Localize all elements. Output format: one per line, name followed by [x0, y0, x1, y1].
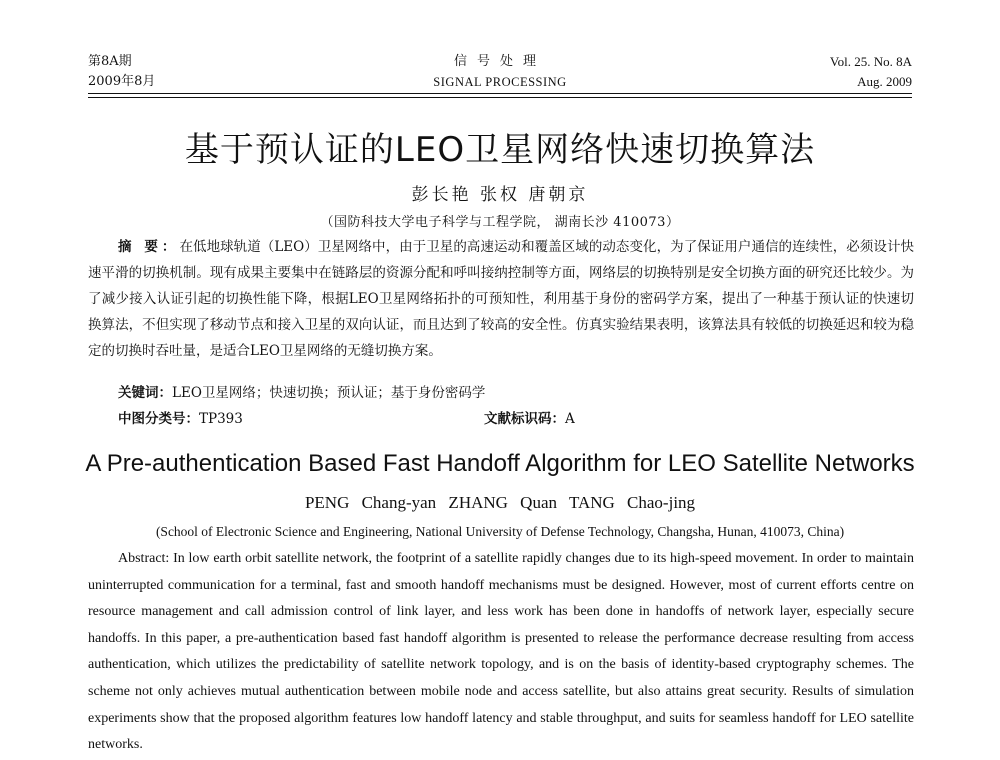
- abstract-text-en: In low earth orbit satellite network, the footprint of a satellite rapidly changes due to its high-speed movement. In order to maintain uninterrupted communication for a terminal, fast and smooth handoff mechanisms must be designed. However, most of current efforts centre on resource management and call admission control of link layer, and less work has been done in handoffs of network layer, especially secure handoffs. In this paper, a pre-authentication based fast handoff algorithm is presented to release the performance decrease resulting from access authentication, which utilizes the predictability of satellite network topology, and is on the basis of identity-based cryptography schemes. The scheme not only achieves mutual authentication between mobile node and access satellite, but also attains great security. Results of simulation experiments show that the proposed algorithm features low handoff latency and stable throughput, and suits for seamless handoff for LEO satellite networks.: [88, 551, 915, 753]
- classification-cn: [118, 407, 243, 431]
- abstract-en: [88, 546, 914, 759]
- abstract-label-cn: 摘 要：: [118, 239, 180, 255]
- keywords-cn: [118, 381, 485, 405]
- affiliation-cn: （国防科技大学电子科学与工程学院， 湖南长沙 410073）: [320, 215, 680, 230]
- header-center: [88, 52, 912, 92]
- running-header: [88, 52, 912, 96]
- volume-info: Vol. 25. No. 8A: [829, 54, 912, 69]
- authors-en: PENG Chang-yan ZHANG Quan TANG Chao-jing: [304, 493, 696, 512]
- keywords-label-cn: 关键词：: [118, 385, 172, 401]
- journal-name-en: SIGNAL PROCESSING: [433, 75, 567, 89]
- publication-date-cn: 2009年8月: [88, 74, 156, 89]
- publication-date-en: Aug. 2009: [857, 74, 912, 89]
- document-code-value: A: [565, 411, 575, 427]
- abstract-cn: [88, 234, 914, 364]
- abstract-label-en: Abstract:: [118, 551, 170, 566]
- classification-value: TP393: [199, 411, 243, 427]
- issue-number: 第8A期: [88, 54, 132, 69]
- header-rule-thin: [88, 97, 912, 98]
- abstract-text-cn: 在低地球轨道（LEO）卫星网络中，由于卫星的高速运动和覆盖区域的动态变化，为了保证用户通信的连续性，必须设计快速平滑的切换机制。现有成果主要集中在链路层的资源分配和呼叫接纳控制等方面，网络层的切换特别是安全切换方面的研究还比较少。为了减少接入认证引起的切换性能下降，根据LEO卫星网络拓扑的可预知性，利用基于身份的密码学方案，提出了一种基于预认证的快速切换算法，不但实现了移动节点和接入卫星的双向认证，而且达到了较高的安全性。仿真实验结果表明，该算法具有较低的切换延迟和较为稳定的切换时吞吐量，是适合LEO卫星网络的无缝切换方案。: [88, 239, 915, 359]
- paper-title-cn: 基于预认证的LEO卫星网络快速切换算法: [184, 130, 816, 170]
- classification-label: 中图分类号：: [118, 411, 199, 427]
- authors-cn: 彭长艳 张权 唐朝京: [411, 185, 589, 205]
- journal-name-cn: 信号处理: [453, 54, 546, 69]
- affiliation-en: (School of Electronic Science and Engineering, National University of Defense Technology, Changsha, Hunan, 410073, China): [155, 524, 845, 539]
- document-code-cn: [484, 407, 575, 431]
- header-right: [830, 52, 912, 92]
- keywords-text-cn: LEO卫星网络；快速切换；预认证；基于身份密码学: [172, 385, 486, 401]
- header-rule-thick: [88, 93, 912, 94]
- document-code-label: 文献标识码：: [484, 411, 565, 427]
- paper-title-en: A Pre-authentication Based Fast Handoff Algorithm for LEO Satellite Networks: [85, 450, 915, 477]
